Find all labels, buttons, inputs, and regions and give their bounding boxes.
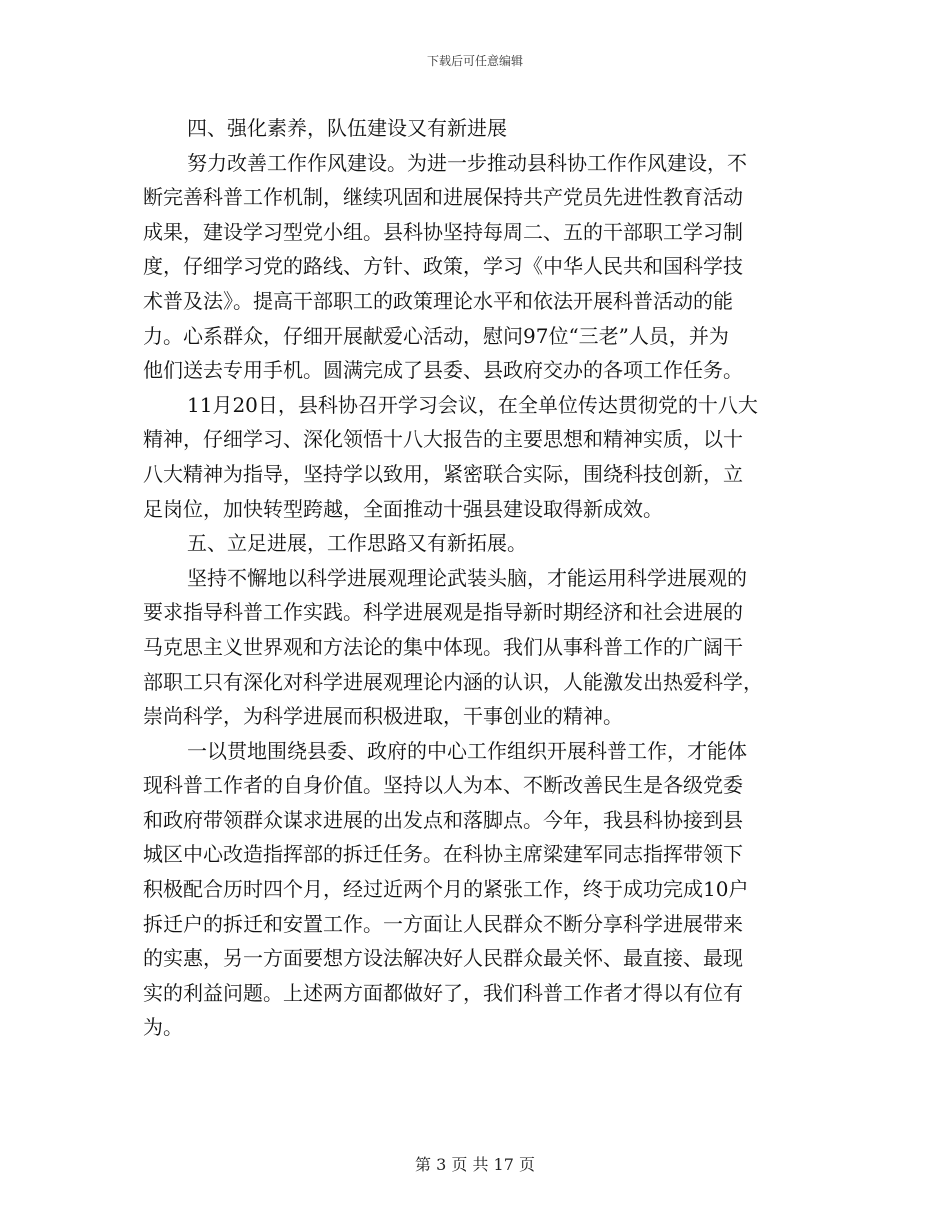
text-line: 努力改善工作作风建设。为进一步推动县科协工作作风建设，不	[187, 150, 747, 175]
text-line: 的实惠，另一方面要想方设法解决好人民群众最关怀、最直接、最现	[143, 946, 743, 971]
text-line: 现科普工作者的自身价值。坚持以人为本、不断改善民生是各级党委	[143, 773, 743, 798]
text-line: 四、强化素养，队伍建设又有新进展	[187, 116, 507, 140]
text-line: 实的利益问题。上述两方面都做好了，我们科普工作者才得以有位有	[143, 980, 743, 1005]
page-header-note: 下载后可任意编辑	[426, 54, 523, 68]
text-line: 积极配合历时四个月，经过近两个月的紧张工作，终于成功完成10户	[143, 877, 749, 902]
text-line: 足岗位，加快转型跨越，全面推动十强县建设取得新成效。	[143, 496, 663, 521]
text-line: 和政府带领群众谋求进展的出发点和落脚点。今年，我县科协接到县	[143, 807, 743, 832]
text-line: 城区中心改造指挥部的拆迁任务。在科协主席梁建军同志指挥带领下	[143, 842, 743, 867]
text-line: 术普及法》。提高干部职工的政策理论水平和依法开展科普活动的能	[143, 288, 733, 313]
text-line: 八大精神为指导，坚持学以致用，紧密联合实际，围绕科技创新，立	[143, 461, 743, 486]
text-line: 拆迁户的拆迁和安置工作。一方面让人民群众不断分享科学进展带来	[143, 911, 743, 936]
text-line: 崇尚科学，为科学进展而积极进取，干事创业的精神。	[143, 704, 623, 729]
text-line: 精神，仔细学习、深化领悟十八大报告的主要思想和精神实质，以十	[143, 427, 743, 452]
text-line: 11月20日，县科协召开学习会议，在全单位传达贯彻党的十八大	[187, 392, 758, 417]
text-line: 马克思主义世界观和方法论的集中体现。我们从事科普工作的广阔干	[143, 634, 743, 659]
text-line: 为。	[143, 1015, 183, 1040]
text-line: 坚持不懈地以科学进展观理论武装头脑，才能运用科学进展观的	[187, 565, 747, 590]
text-line: 要求指导科普工作实践。科学进展观是指导新时期经济和社会进展的	[143, 600, 743, 625]
text-line: 五、立足进展，工作思路又有新拓展。	[187, 531, 527, 556]
text-line: 成果，建设学习型党小组。县科协坚持每周二、五的干部职工学习制	[143, 219, 743, 244]
text-line: 一以贯地围绕县委、政府的中心工作组织开展科普工作，才能体	[187, 738, 747, 763]
text-line: 度，仔细学习党的路线、方针、政策，学习《中华人民共和国科学技	[143, 254, 743, 279]
document-body	[143, 111, 813, 1045]
text-line: 断完善科普工作机制，继续巩固和进展保持共产党员先进性教育活动	[143, 185, 743, 210]
text-line: 力。心系群众，仔细开展献爱心活动，慰问97位“三老”人员，并为	[143, 323, 729, 348]
text-line: 部职工只有深化对科学进展观理论内涵的认识，人能激发出热爱科学，	[143, 669, 763, 694]
page-number-footer: 第 3 页 共 17 页	[415, 1155, 535, 1174]
text-line: 他们送去专用手机。圆满完成了县委、县政府交办的各项工作任务。	[143, 358, 743, 383]
